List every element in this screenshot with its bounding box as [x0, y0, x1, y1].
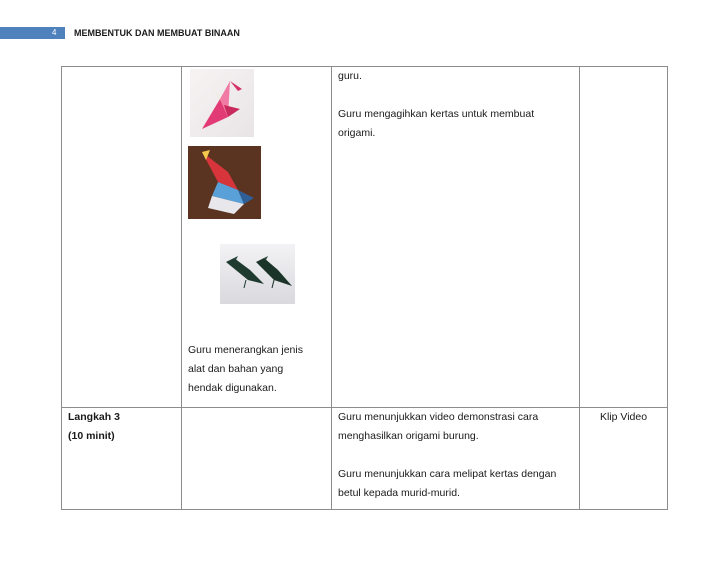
activity-line: origami.: [338, 127, 376, 139]
activity-line: Guru mengagihkan kertas untuk membuat: [338, 108, 535, 120]
content-cell: [182, 408, 332, 510]
resource-cell: [580, 67, 668, 408]
step-label: Langkah 3: [68, 411, 120, 423]
origami-crane-image: [190, 69, 254, 137]
origami-bird-image: [188, 146, 261, 219]
activity-line: Guru menunjukkan cara melipat kertas dengan: [338, 468, 557, 480]
activity-cell: [332, 67, 580, 408]
page-number: 4: [52, 28, 57, 37]
resource-cell: Klip Video: [580, 408, 668, 510]
activity-line: Guru menunjukkan video demonstrasi cara: [338, 411, 539, 423]
spacer: [338, 446, 573, 465]
table-row: [62, 408, 668, 510]
materials-explanation-text: Guru menerangkan jenis alat dan bahan yang hendak digunakan.: [188, 344, 303, 394]
page-header-title: MEMBENTUK DAN MEMBUAT BINAAN: [74, 28, 240, 38]
step-duration: (10 minit): [68, 430, 115, 442]
activity-line: menghasilkan origami burung.: [338, 430, 479, 442]
content-cell: [182, 67, 332, 408]
spacer: [338, 86, 573, 105]
activity-cell: [332, 408, 580, 510]
table-row: [62, 67, 668, 408]
step-cell: [62, 408, 182, 510]
activity-line: guru.: [338, 70, 362, 82]
step-cell: [62, 67, 182, 408]
lesson-table: [61, 66, 668, 510]
activity-line: betul kepada murid-murid.: [338, 487, 460, 499]
origami-birds-pair-image: [220, 244, 295, 304]
